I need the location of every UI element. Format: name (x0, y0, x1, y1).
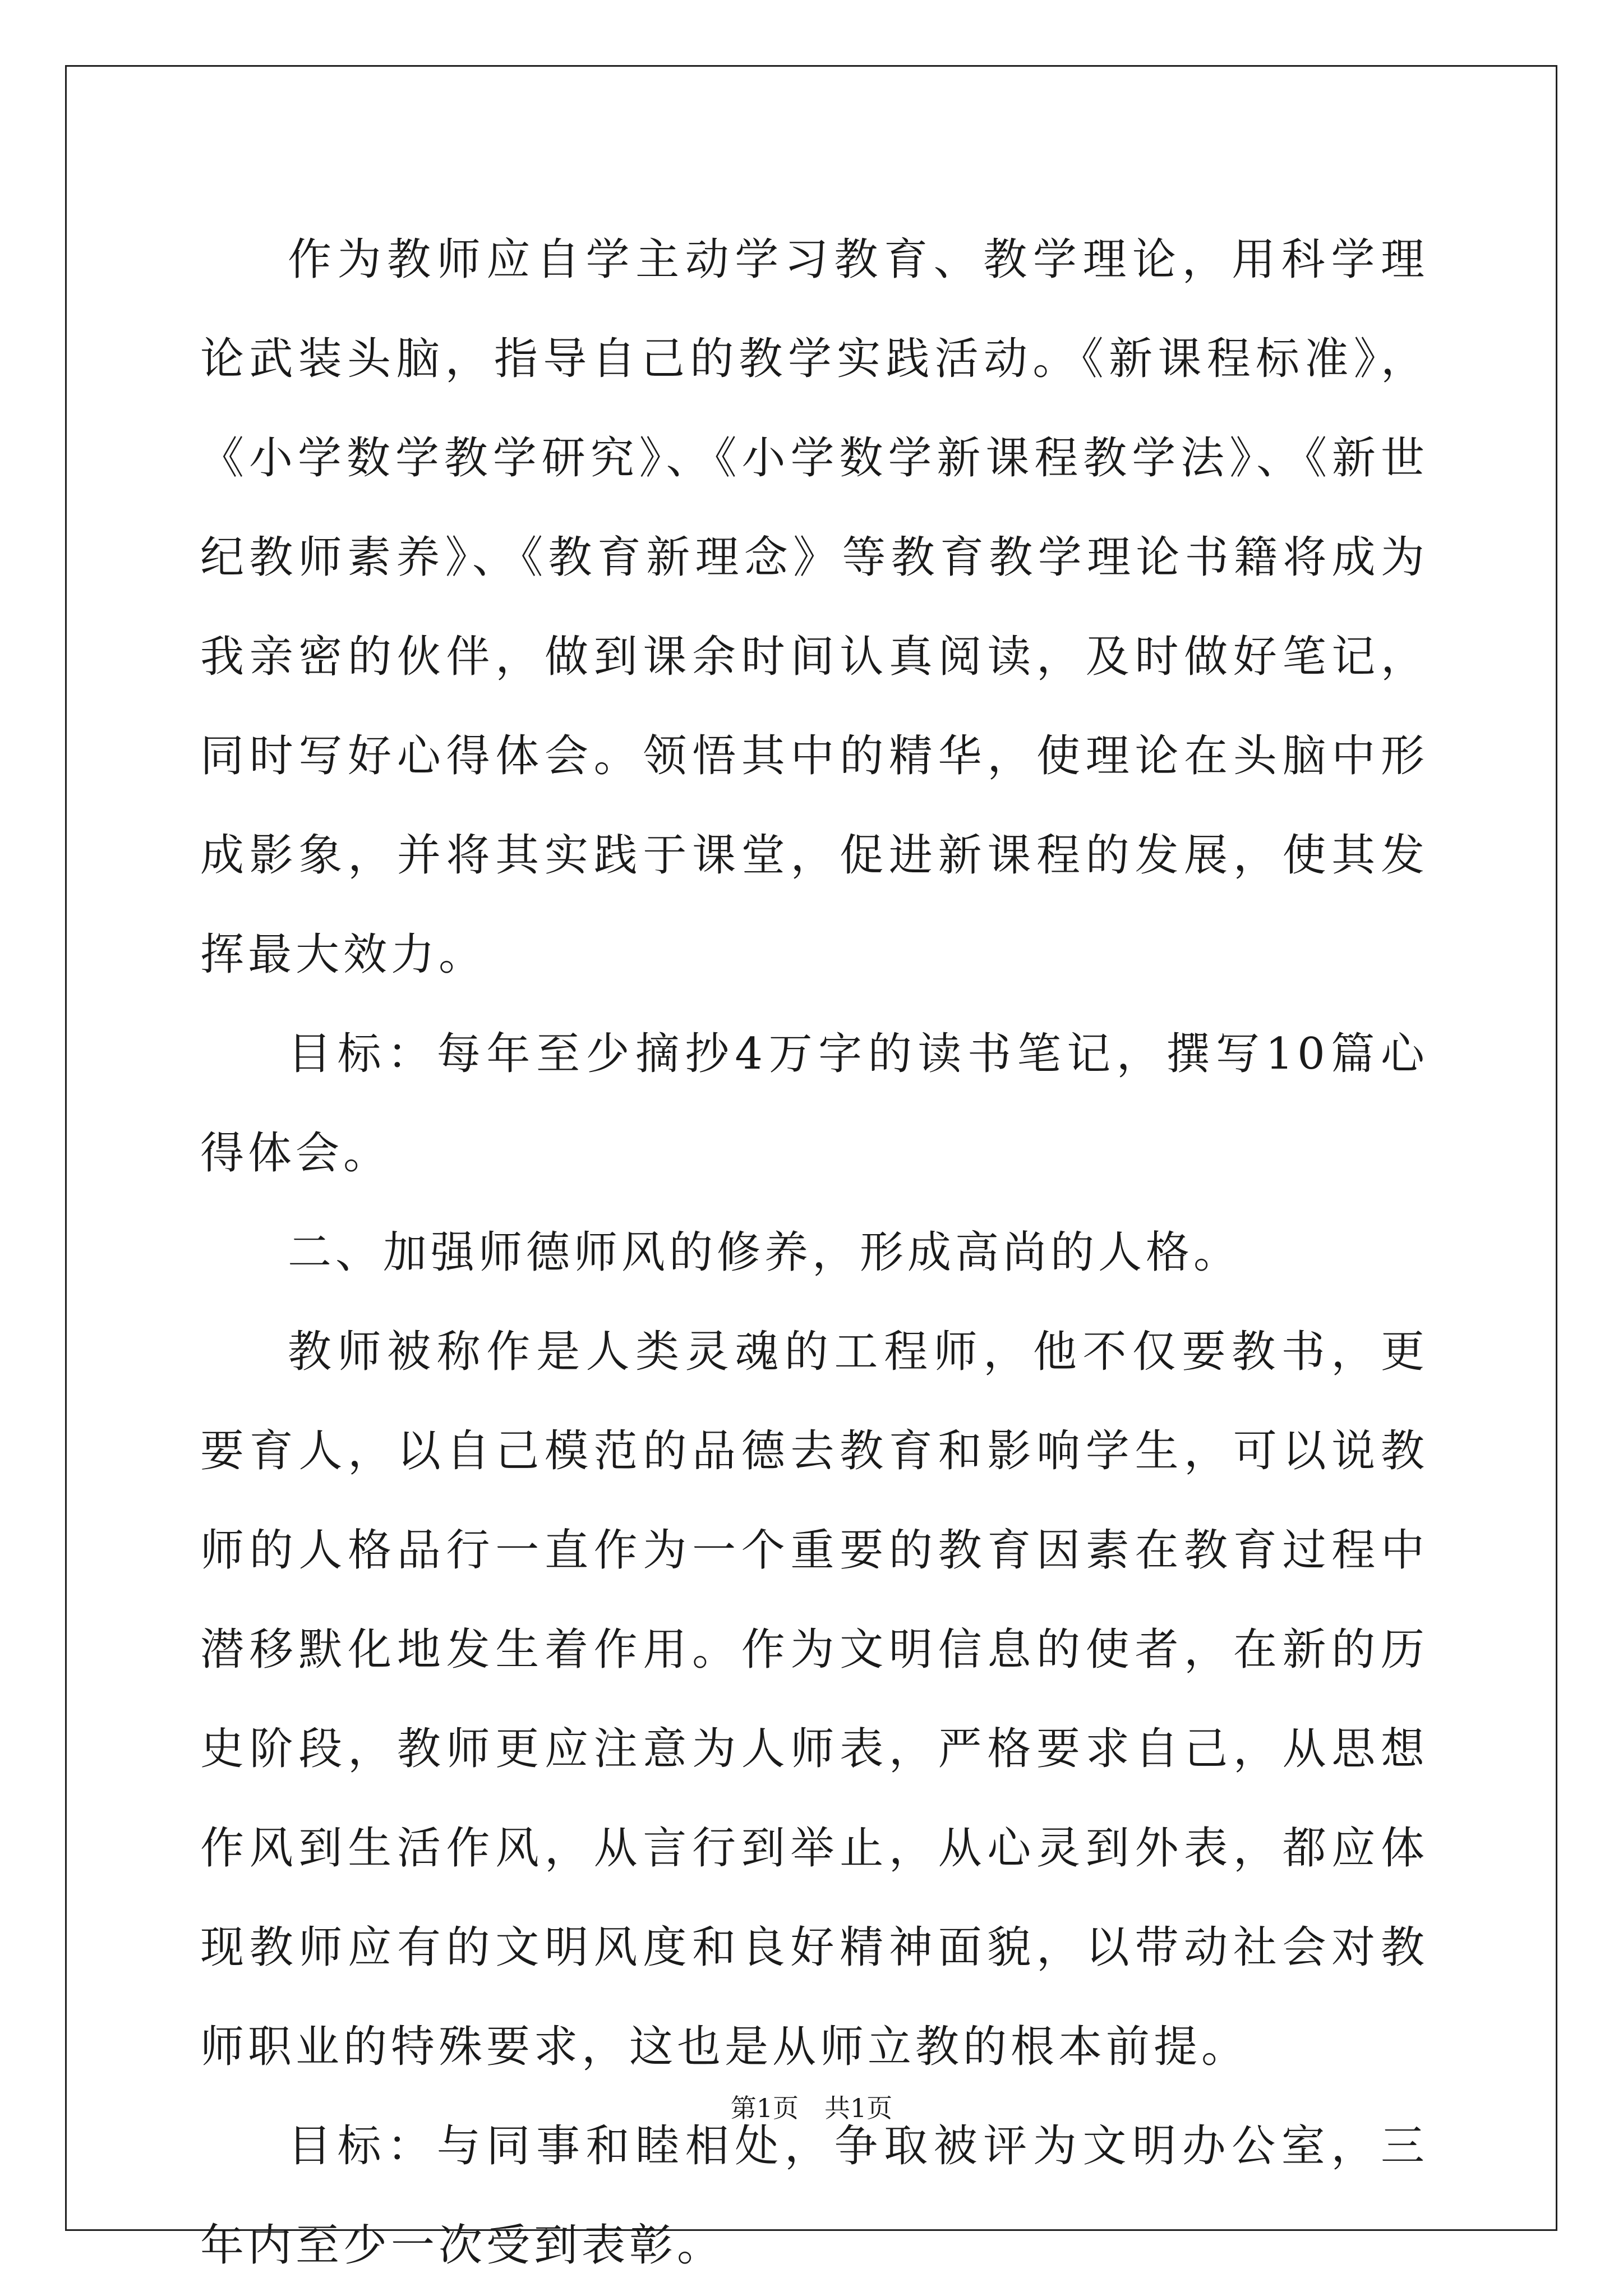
paragraph: 作为教师应自学主动学习教育、教学理论，用科学理论武装头脑，指导自己的教学实践活动。《新课程标准》，《小学数学教学研究》、《小学数学新课程教学法》、《新世纪教师素养》、《教育新理念》等教育教学理论书籍将成为我亲密的伙伴，做到课余时间认真阅读，及时做好笔记，同时写好心得体会。领悟其中的精华，使理论在头脑中形成影象，并将其实践于课堂，促进新课程的发展，使其发挥最大效力。 (200, 234, 1428, 980)
page-number-footer: 第1页 共1页 (730, 2093, 893, 2123)
document-body (200, 210, 1428, 2295)
paragraph: 目标：每年至少摘抄4万字的读书笔记，撰写10篇心得体会。 (200, 1029, 1428, 1179)
paragraph: 教师被称作是人类灵魂的工程师，他不仅要教书，更要育人，以自己模范的品德去教育和影响学生，可以说教师的人格品行一直作为一个重要的教育因素在教育过程中潜移默化地发生着作用。作为文明信息的使者，在新的历史阶段，教师更应注意为人师表，严格要求自己，从思想作风到生活作风，从言行到举止，从心灵到外表，都应体现教师应有的文明风度和良好精神面貌，以带动社会对教师职业的特殊要求，这也是从师立教的根本前提。 (200, 1327, 1428, 2072)
section-heading: 二、加强师德师风的修养，形成高尚的人格。 (288, 1227, 1242, 1278)
paragraph: 目标：与同事和睦相处，争取被评为文明办公室，三年内至少一次受到表彰。 (200, 2121, 1428, 2271)
